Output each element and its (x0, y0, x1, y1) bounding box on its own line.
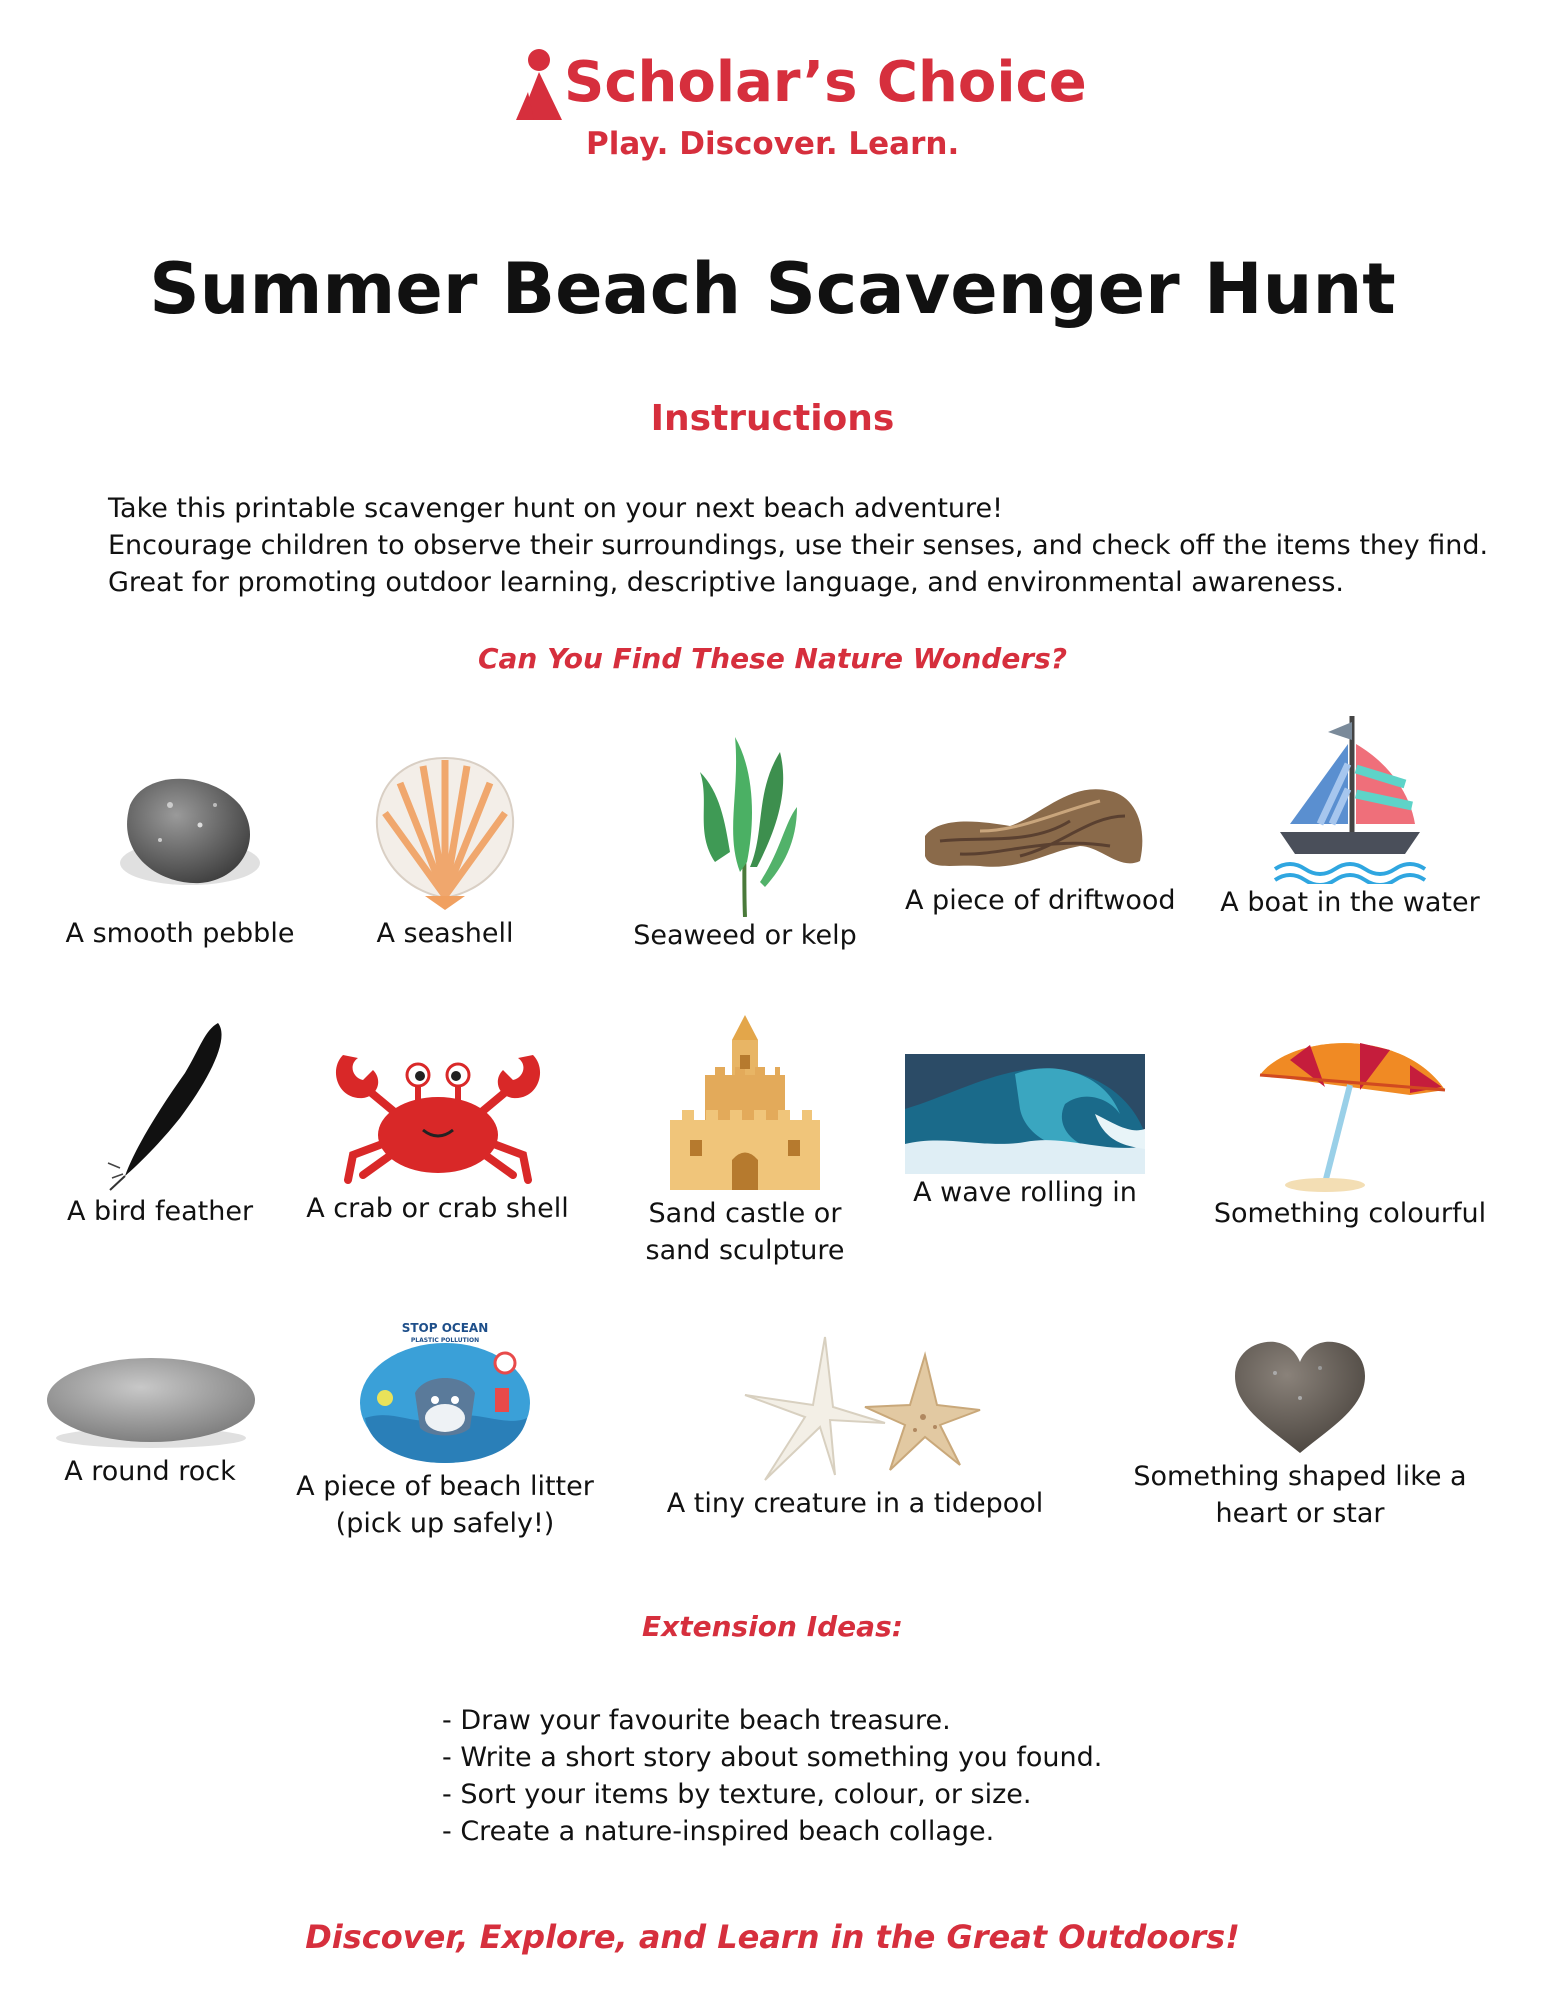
brand-logo (510, 44, 1087, 164)
list-item: - Sort your items by texture, colour, or size. (442, 1779, 1032, 1810)
instructions-line: Great for promoting outdoor learning, descriptive language, and environmental awareness. (108, 567, 1344, 598)
extension-heading: Extension Ideas: (642, 1610, 903, 1643)
item-label: A piece of driftwood (905, 885, 1176, 916)
sandcastle-icon (660, 1015, 830, 1195)
wonders-heading: Can You Find These Nature Wonders? (477, 642, 1068, 675)
list-item: - Create a nature-inspired beach collage. (442, 1816, 995, 1847)
seaweed-icon (685, 722, 805, 917)
poster-title: STOP OCEAN (401, 1321, 489, 1335)
poster-subtitle: PLASTIC POLLUTION (410, 1337, 480, 1344)
item-heart-star (1130, 1338, 1470, 1532)
item-label: A seashell (376, 918, 514, 949)
item-label: Sand castle or (648, 1198, 842, 1229)
item-round-rock (35, 1348, 265, 1490)
item-label: A boat in the water (1220, 887, 1480, 918)
item-label: Something colourful (1213, 1198, 1487, 1229)
list-item: - Draw your favourite beach treasure. (442, 1705, 951, 1736)
wave-icon (905, 1054, 1145, 1174)
item-label: A bird feather (66, 1196, 254, 1227)
item-bird-feather (55, 1018, 265, 1230)
brand-tagline: Play. Discover. Learn. (586, 126, 960, 162)
item-label: Seaweed or kelp (633, 920, 857, 951)
round-rock-icon (43, 1348, 258, 1453)
driftwood-icon (920, 776, 1150, 882)
ocean-pollution-icon (355, 1318, 535, 1468)
instructions-text (108, 490, 1488, 601)
footer-slogan: Discover, Explore, and Learn in the Great Outdoors! (305, 1918, 1240, 1956)
item-label: A tiny creature in a tidepool (666, 1488, 1044, 1519)
item-label: sand sculpture (645, 1235, 845, 1266)
seashell-icon (355, 738, 535, 915)
instructions-heading: Instructions (650, 398, 895, 439)
item-label: A crab or crab shell (306, 1193, 569, 1224)
item-label: Something shaped like a (1133, 1461, 1467, 1492)
item-label: (pick up safely!) (335, 1508, 555, 1539)
item-seaweed (620, 722, 870, 954)
item-label: A piece of beach litter (296, 1471, 594, 1502)
crab-icon (323, 1040, 553, 1190)
item-label: A round rock (64, 1456, 236, 1487)
item-smooth-pebble (55, 745, 305, 952)
extension-list (442, 1702, 1102, 1850)
item-label: A wave rolling in (913, 1177, 1137, 1208)
heart-stone-icon (1230, 1338, 1370, 1458)
sailboat-icon (1270, 714, 1430, 884)
beach-umbrella-icon (1250, 1035, 1450, 1195)
item-wave (900, 1054, 1150, 1211)
pebble-icon (90, 745, 270, 915)
item-crab (300, 1040, 575, 1227)
instructions-line: Take this printable scavenger hunt on your next beach adventure! (108, 493, 1003, 524)
page-title: Summer Beach Scavenger Hunt (149, 248, 1396, 330)
item-boat (1215, 714, 1485, 921)
feather-icon (90, 1018, 230, 1193)
instructions-line: Encourage children to observe their surroundings, use their senses, and check off the items they find. (108, 530, 1489, 561)
scholars-choice-logo-icon (514, 48, 564, 124)
item-sandcastle (615, 1015, 875, 1269)
brand-name: Scholar’s Choice (564, 50, 1087, 115)
item-colourful (1210, 1035, 1490, 1232)
item-seashell (325, 738, 565, 952)
item-beach-litter (295, 1318, 595, 1542)
list-item: - Write a short story about something you found. (442, 1742, 1103, 1773)
item-label: A smooth pebble (65, 918, 295, 949)
item-tidepool-creature (655, 1335, 1055, 1522)
starfish-icon (725, 1335, 985, 1485)
item-label: heart or star (1215, 1498, 1385, 1529)
item-driftwood (905, 776, 1176, 919)
